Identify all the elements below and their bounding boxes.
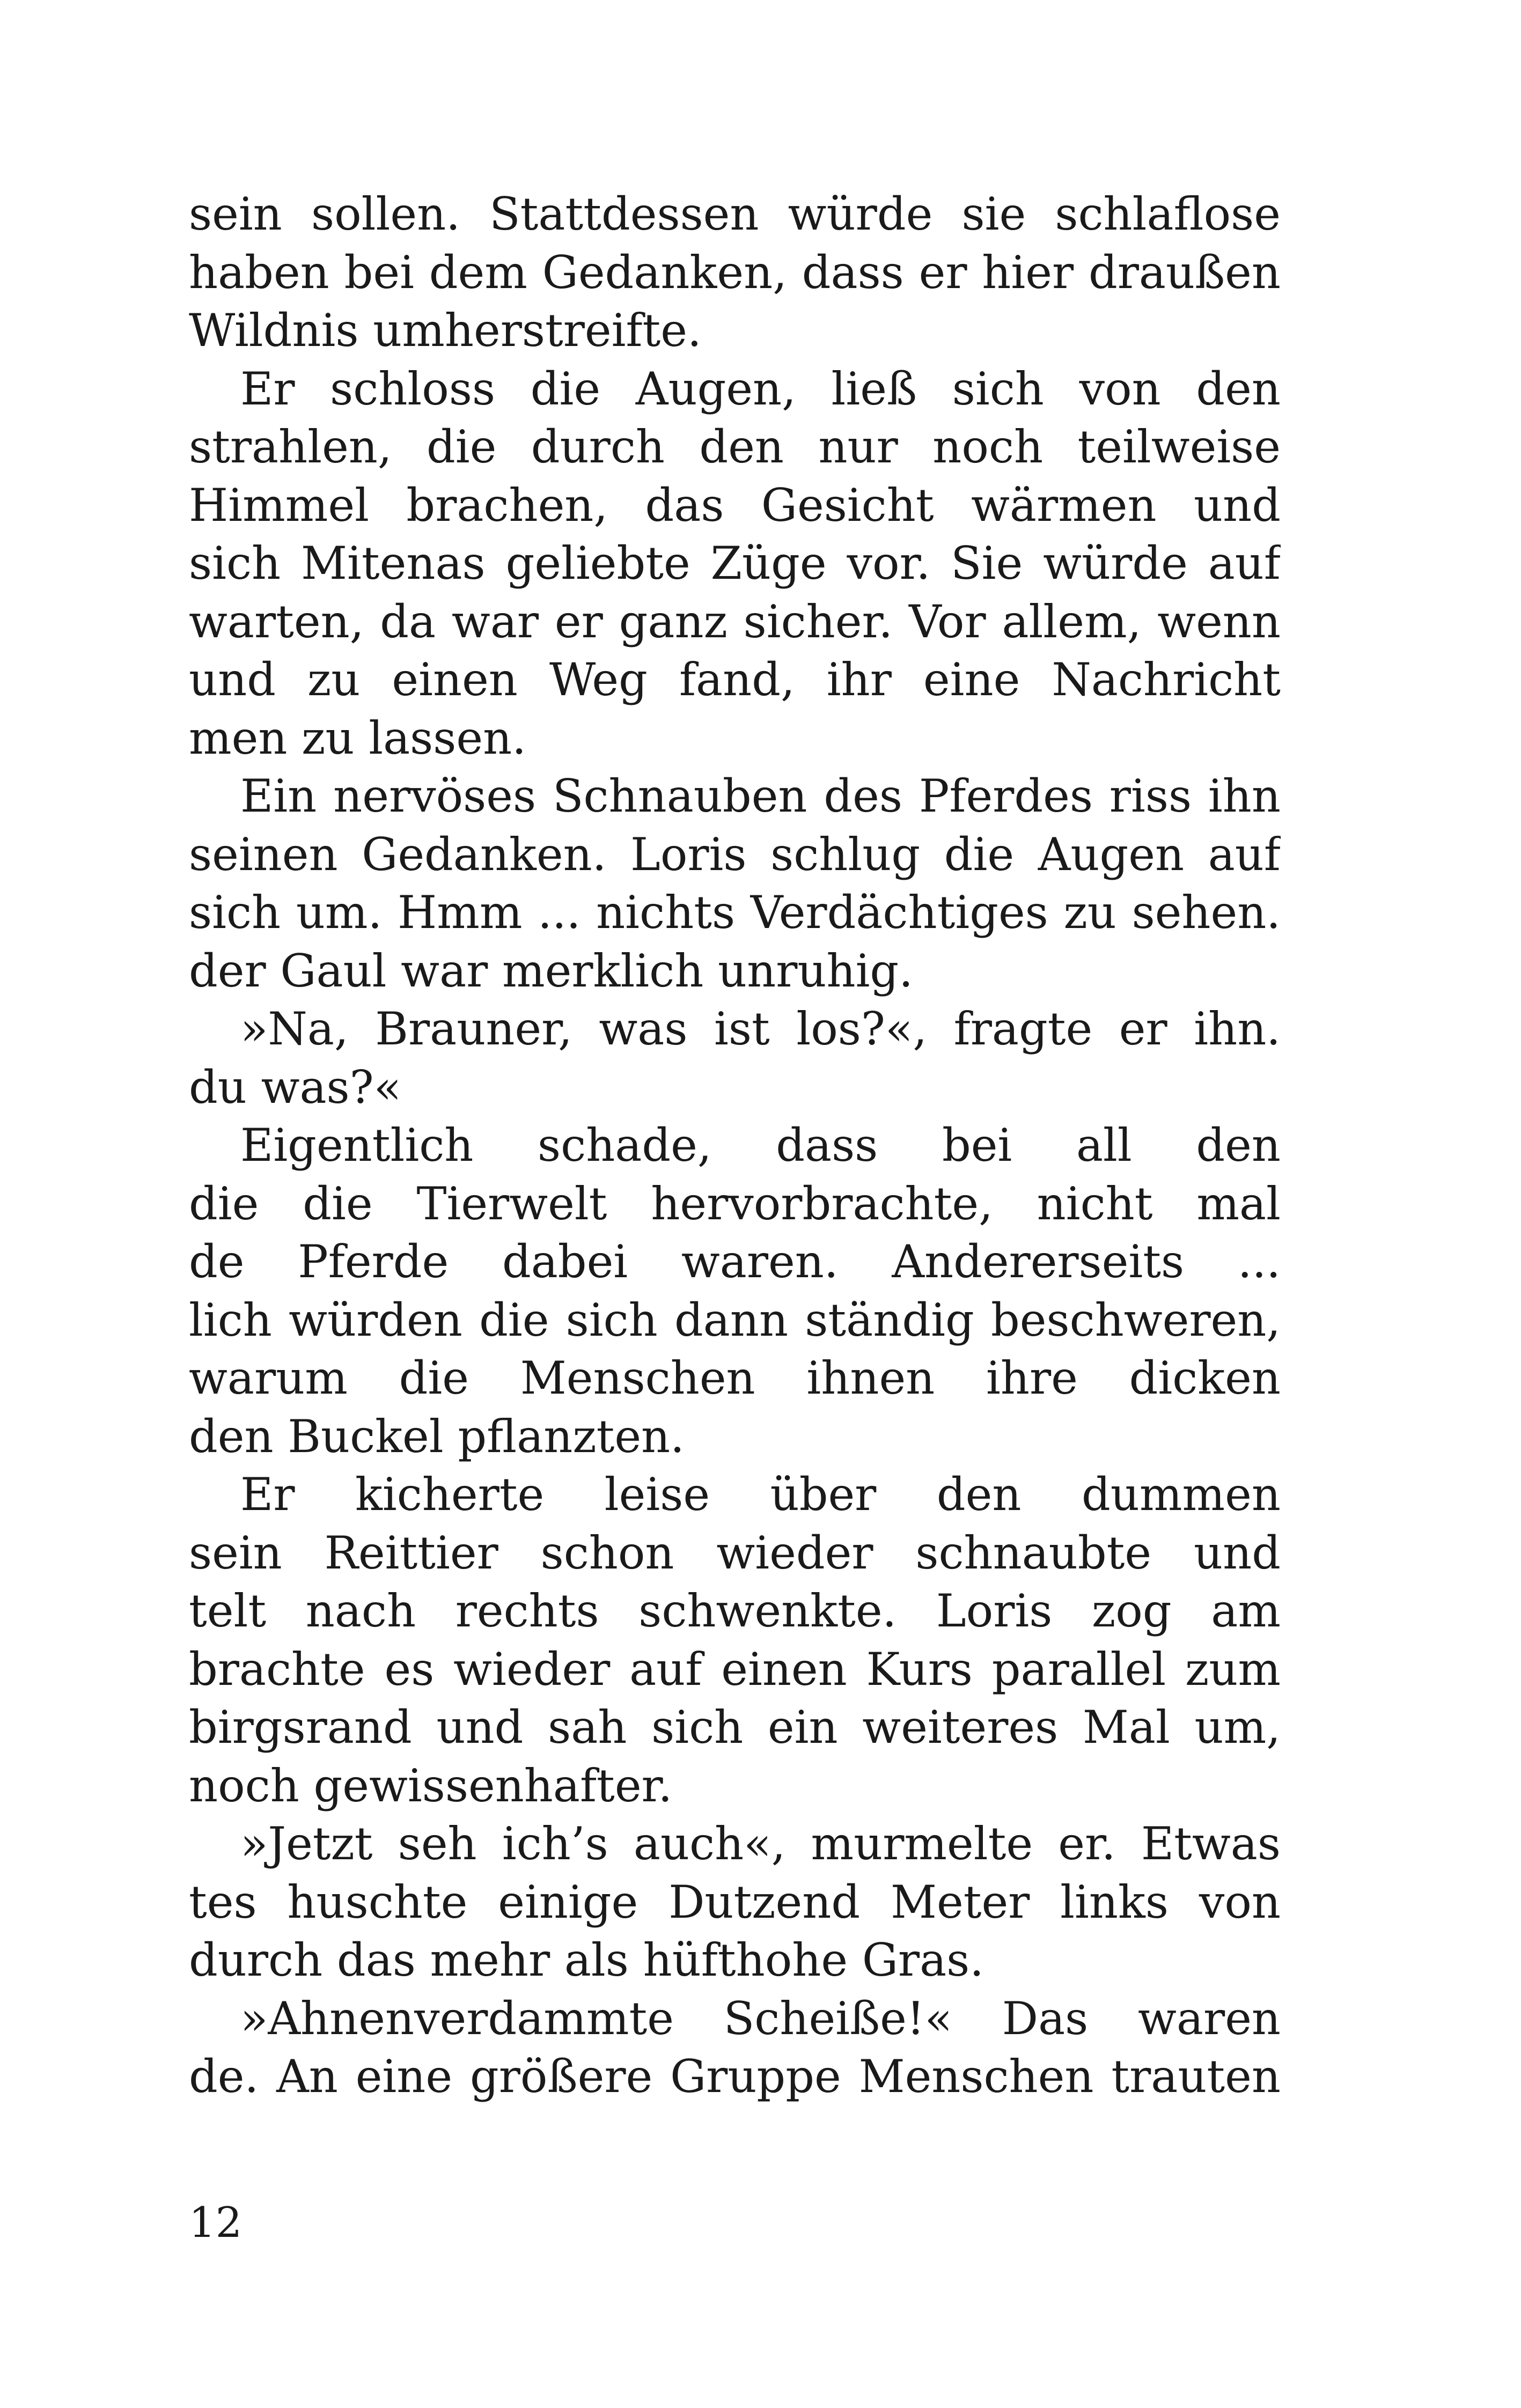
text-line: men zu lassen. (189, 711, 526, 764)
text-line: Wildnis umherstreifte. (189, 304, 702, 357)
text-line: Ein nervöses Schnauben des Pferdes riss ihn (240, 770, 1281, 822)
text-line: haben bei dem Gedanken, dass er hier draußen (189, 246, 1281, 299)
text-line: warum die Menschen ihnen ihre dicken (189, 1352, 1281, 1404)
text-line: seinen Gedanken. Loris schlug die Augen auf (189, 828, 1281, 881)
text-line: die die Tierwelt hervorbrachte, nicht mal (189, 1177, 1281, 1230)
text-line: »Jetzt seh ich’s auch«, murmelte er. Etwas (240, 1817, 1281, 1870)
text-line: Eigentlich schade, dass bei all den (240, 1119, 1281, 1172)
text-line: Er schloss die Augen, ließ sich von den (240, 362, 1281, 415)
text-line: lich würden die sich dann ständig beschweren, (189, 1293, 1281, 1346)
body-text (189, 185, 1281, 2106)
text-line: sein Reittier schon wieder schnaubte und (189, 1526, 1281, 1579)
text-line: den Buckel pflanzten. (189, 1410, 685, 1463)
page-number: 12 (189, 2199, 243, 2247)
text-line: »Ahnenverdammte Scheiße!« Das waren (240, 1992, 1281, 2045)
text-line: »Na, Brauner, was ist los?«, fragte er ihn. (240, 1003, 1281, 1055)
text-line: durch das mehr als hüfthohe Gras. (189, 1934, 984, 1986)
text-line: strahlen, die durch den nur noch teilweise (189, 421, 1281, 473)
text-line: Er kicherte leise über den dummen (240, 1468, 1281, 1521)
text-line: noch gewissenhafter. (189, 1759, 673, 1812)
text-line: de Pferde dabei waren. Andererseits ... (189, 1235, 1281, 1288)
text-line: birgsrand und sah sich ein weiteres Mal um, (189, 1701, 1281, 1754)
text-line: sein sollen. Stattdessen würde sie schlaflose (189, 188, 1281, 240)
text-line: warten, da war er ganz sicher. Vor allem, wenn (189, 595, 1281, 648)
text-line: Himmel brachen, das Gesicht wärmen und (189, 478, 1281, 532)
text-line: und zu einen Weg fand, ihr eine Nachricht (189, 653, 1281, 706)
text-line: sich um. Hmm ... nichts Verdächtiges zu sehen. (189, 886, 1281, 939)
text-line: der Gaul war merklich unruhig. (189, 944, 913, 997)
text-line: telt nach rechts schwenkte. Loris zog am (189, 1585, 1281, 1637)
text-line: du was?« (189, 1061, 402, 1114)
text-line: de. An eine größere Gruppe Menschen trauten (189, 2050, 1281, 2103)
text-line: sich Mitenas geliebte Züge vor. Sie würde auf (189, 537, 1281, 590)
text-line: tes huschte einige Dutzend Meter links von (189, 1875, 1281, 1928)
text-line: brachte es wieder auf einen Kurs parallel zum (189, 1643, 1281, 1696)
